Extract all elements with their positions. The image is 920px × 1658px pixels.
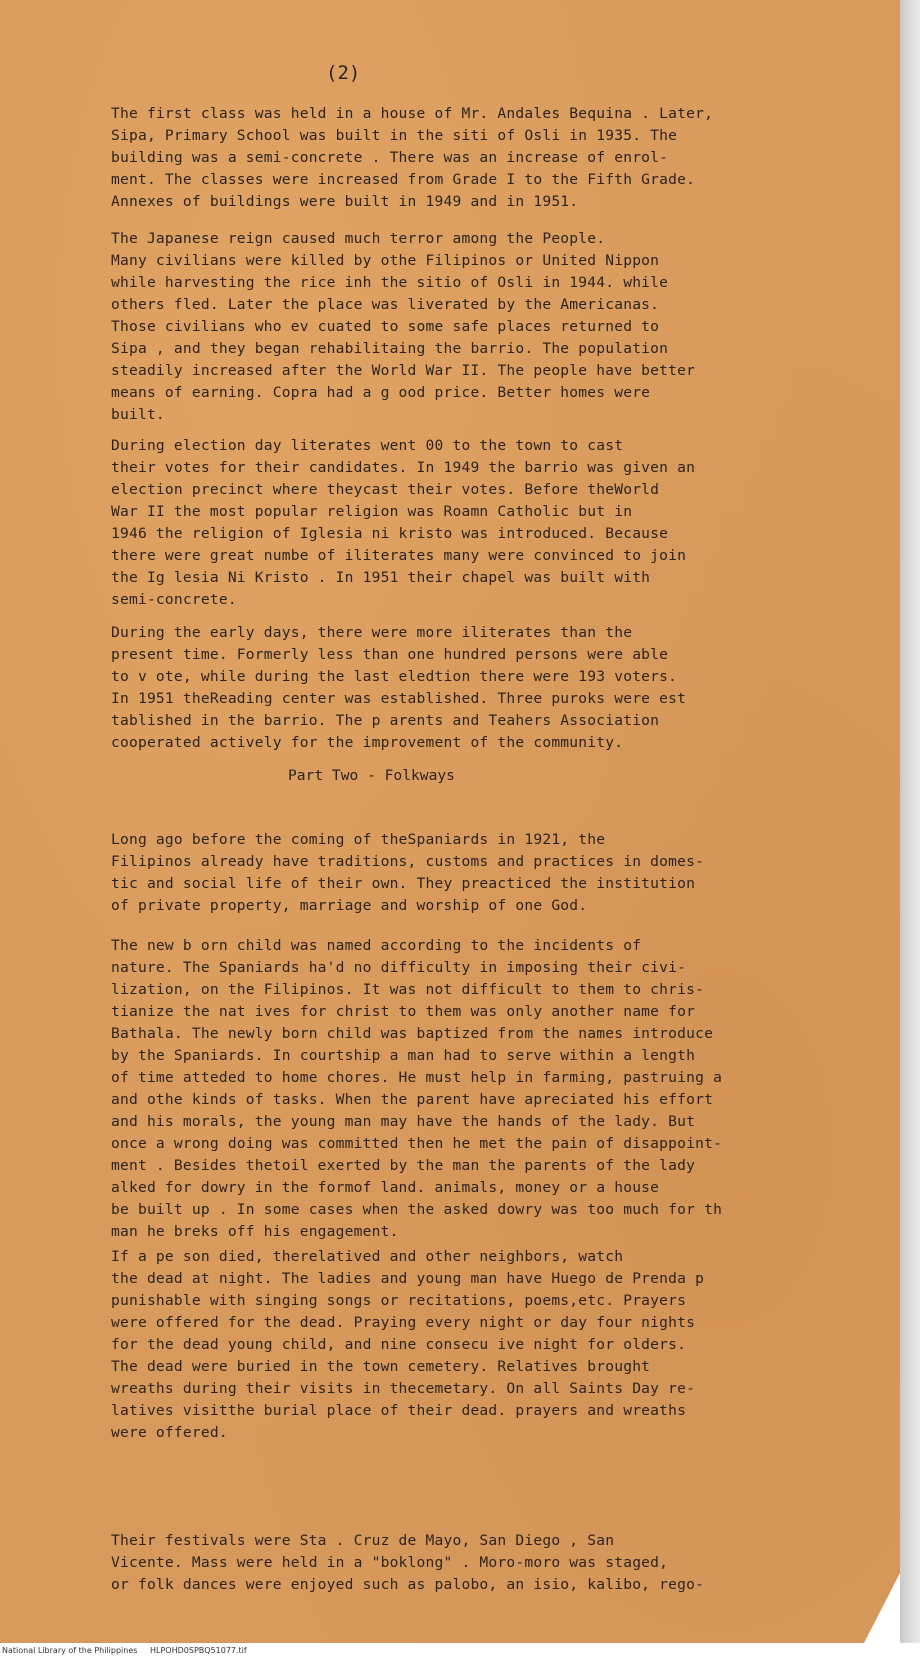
text-line: ment . Besides thetoil exerted by the man the parents of the lady <box>111 1157 696 1174</box>
text-line: there were great numbe of iliterates many were convinced to join <box>111 547 687 564</box>
text-line: The Japanese reign caused much terror among the People. <box>111 230 606 247</box>
text-line: nature. The Spaniards ha'd no difficulty in imposing their civi- <box>111 959 687 976</box>
text-line: During election day literates went 00 to the town to cast <box>111 437 624 454</box>
text-line: were offered for the dead. Praying every night or day four nights <box>111 1314 696 1331</box>
text-line: Many civilians were killed by othe Filipinos or United Nippon <box>111 252 660 269</box>
folded-corner <box>864 1573 900 1643</box>
text-line: punishable with singing songs or recitations, poems,etc. Prayers <box>111 1292 687 1309</box>
paragraph-2 <box>111 228 811 426</box>
text-line: man he breks off his engagement. <box>111 1223 399 1240</box>
text-line: others fled. Later the place was liverated by the Americanas. <box>111 296 660 313</box>
text-line: by the Spaniards. In courtship a man had to serve within a length <box>111 1047 696 1064</box>
text-line: During the early days, there were more iliterates than the <box>111 624 633 641</box>
text-line: the Ig lesia Ni Kristo . In 1951 their chapel was built with <box>111 569 651 586</box>
paragraph-4 <box>111 622 811 754</box>
footer-file: HLPOHD0SPBQ51077.tif <box>150 1646 247 1655</box>
scan-edge <box>900 0 920 1643</box>
text-line: were offered. <box>111 1424 228 1441</box>
text-line: once a wrong doing was committed then he met the pain of disappoint- <box>111 1135 723 1152</box>
text-line: cooperated actively for the improvement of the community. <box>111 734 624 751</box>
text-line: Their festivals were Sta . Cruz de Mayo, San Diego , San <box>111 1532 615 1549</box>
text-line: 1946 the religion of Iglesia ni kristo was introduced. Because <box>111 525 669 542</box>
paragraph-6 <box>111 935 811 1243</box>
text-line: wreaths during their visits in thecemetary. On all Saints Day re- <box>111 1380 696 1397</box>
paragraph-1 <box>111 103 811 213</box>
text-line: lization, on the Filipinos. It was not difficult to them to chris- <box>111 981 705 998</box>
text-line: election precinct where theycast their votes. Before theWorld <box>111 481 660 498</box>
text-line: Annexes of buildings were built in 1949 and in 1951. <box>111 193 579 210</box>
text-line: Sipa, Primary School was built in the siti of Osli in 1935. The <box>111 127 678 144</box>
text-line: ment. The classes were increased from Grade I to the Fifth Grade. <box>111 171 696 188</box>
text-line: to v ote, while during the last eledtion there were 193 voters. <box>111 668 678 685</box>
text-line: be built up . In some cases when the asked dowry was too much for th <box>111 1201 723 1218</box>
text-line: tic and social life of their own. They preacticed the institution <box>111 875 696 892</box>
text-line: War II the most popular religion was Roamn Catholic but in <box>111 503 633 520</box>
text-line: alked for dowry in the formof land. animals, money or a house <box>111 1179 660 1196</box>
paragraph-5 <box>111 829 811 917</box>
text-line: The new b orn child was named according to the incidents of <box>111 937 642 954</box>
text-line: of private property, marriage and worship of one God. <box>111 897 588 914</box>
paragraph-7 <box>111 1246 811 1444</box>
text-line: means of earning. Copra had a g ood price. Better homes were <box>111 384 651 401</box>
text-line: The first class was held in a house of Mr. Andales Bequina . Later, <box>111 105 714 122</box>
text-line: their votes for their candidates. In 1949 the barrio was given an <box>111 459 696 476</box>
text-line: latives visitthe burial place of their dead. prayers and wreaths <box>111 1402 687 1419</box>
text-line: If a pe son died, therelatived and other neighbors, watch <box>111 1248 624 1265</box>
paragraph-8 <box>111 1530 811 1596</box>
text-line: of time atteded to home chores. He must help in farming, pastruing a <box>111 1069 723 1086</box>
text-line: Filipinos already have traditions, customs and practices in domes- <box>111 853 705 870</box>
paragraph-3 <box>111 435 811 611</box>
text-line: built. <box>111 406 165 423</box>
footer-source: National Library of the Philippines <box>2 1646 138 1655</box>
text-line: or folk dances were enjoyed such as palobo, an isio, kalibo, rego- <box>111 1576 705 1593</box>
text-line: Vicente. Mass were held in a "boklong" . Moro-moro was staged, <box>111 1554 669 1571</box>
text-line: Long ago before the coming of theSpaniards in 1921, the <box>111 831 606 848</box>
text-line: for the dead young child, and nine consecu ive night for olders. <box>111 1336 687 1353</box>
text-line: and othe kinds of tasks. When the parent have apreciated his effort <box>111 1091 714 1108</box>
text-line: In 1951 theReading center was established. Three puroks were est <box>111 690 687 707</box>
text-line: tablished in the barrio. The p arents and Teahers Association <box>111 712 660 729</box>
text-line: building was a semi-concrete . There was an increase of enrol- <box>111 149 669 166</box>
text-line: Bathala. The newly born child was baptized from the names introduce <box>111 1025 714 1042</box>
text-line: semi-concrete. <box>111 591 237 608</box>
text-line: tianize the nat ives for christ to them was only another name for <box>111 1003 696 1020</box>
text-line: the dead at night. The ladies and young man have Huego de Prenda p <box>111 1270 705 1287</box>
text-line: The dead were buried in the town cemetery. Relatives brought <box>111 1358 651 1375</box>
text-line: present time. Formerly less than one hundred persons were able <box>111 646 669 663</box>
section-heading: Part Two - Folkways <box>288 767 455 784</box>
text-line: steadily increased after the World War II. The people have better <box>111 362 696 379</box>
page-number: (2) <box>326 62 361 84</box>
text-line: Those civilians who ev cuated to some safe places returned to <box>111 318 660 335</box>
text-line: while harvesting the rice inh the sitio of Osli in 1944. while <box>111 274 669 291</box>
text-line: Sipa , and they began rehabilitaing the barrio. The population <box>111 340 669 357</box>
scan-footer <box>0 1643 920 1658</box>
text-line: and his morals, the young man may have the hands of the lady. But <box>111 1113 696 1130</box>
